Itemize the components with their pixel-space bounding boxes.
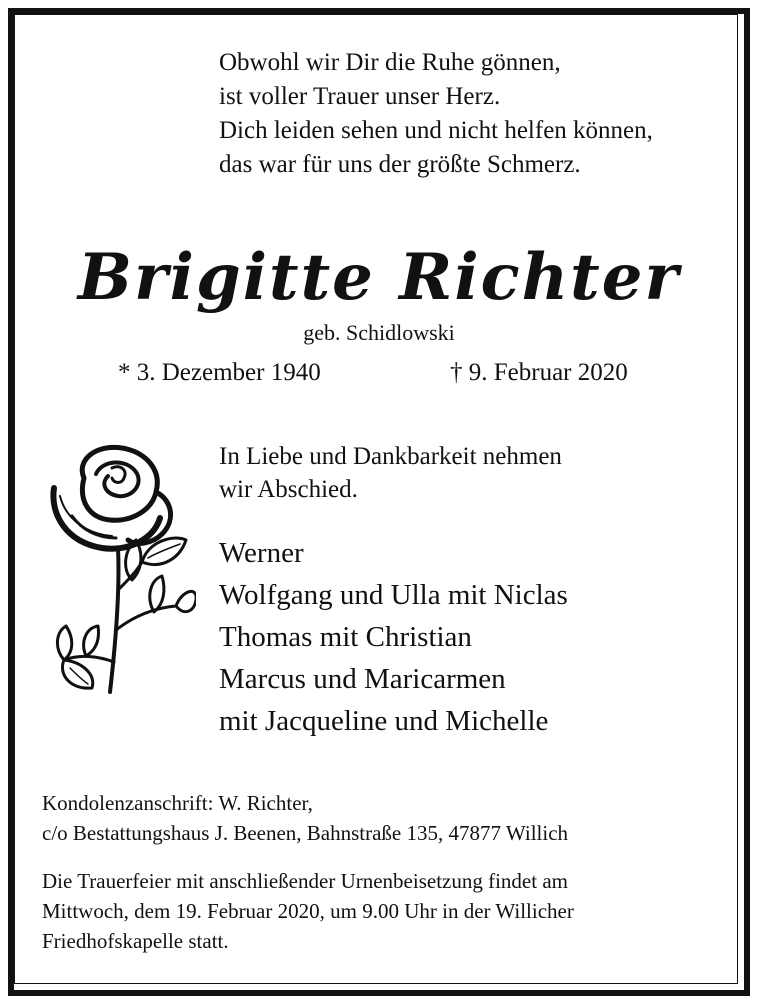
mourner-entry: Thomas mit Christian bbox=[219, 621, 472, 653]
service-line: Mittwoch, dem 19. Februar 2020, um 9.00 Uhr in der Willicher bbox=[42, 899, 574, 923]
service-line: Friedhofskapelle statt. bbox=[42, 929, 229, 953]
condolence-address bbox=[42, 788, 568, 848]
poem-line: Obwohl wir Dir die Ruhe gönnen, bbox=[219, 49, 561, 76]
farewell-text bbox=[219, 440, 562, 506]
death-date: † 9. Februar 2020 bbox=[450, 359, 628, 386]
mourner-entry: Marcus und Maricarmen bbox=[219, 663, 506, 695]
birth-date: * 3. Dezember 1940 bbox=[118, 359, 321, 386]
mourner-entry: Wolfgang und Ulla mit Niclas bbox=[219, 579, 568, 611]
poem-line: ist voller Trauer unser Herz. bbox=[219, 83, 501, 110]
mourner-entry: Werner bbox=[219, 537, 304, 569]
address-line: Kondolenzanschrift: W. Richter, bbox=[42, 791, 313, 815]
poem bbox=[219, 46, 653, 182]
farewell-line: In Liebe und Dankbarkeit nehmen bbox=[219, 443, 562, 470]
poem-line: das war für uns der größte Schmerz. bbox=[219, 151, 581, 178]
mourner-entry: mit Jacqueline und Michelle bbox=[219, 705, 549, 737]
rose-icon bbox=[36, 430, 196, 710]
maiden-name: geb. Schidlowski bbox=[303, 320, 455, 345]
service-line: Die Trauerfeier mit anschließender Urnenbeisetzung findet am bbox=[42, 869, 568, 893]
deceased-name: Brigitte Richter bbox=[77, 240, 681, 315]
address-line: c/o Bestattungshaus J. Beenen, Bahnstraße 135, 47877 Willich bbox=[42, 821, 569, 845]
farewell-line: wir Abschied. bbox=[219, 476, 358, 503]
mourners-list bbox=[219, 532, 568, 742]
poem-line: Dich leiden sehen und nicht helfen können, bbox=[219, 117, 653, 144]
service-info bbox=[42, 866, 574, 956]
